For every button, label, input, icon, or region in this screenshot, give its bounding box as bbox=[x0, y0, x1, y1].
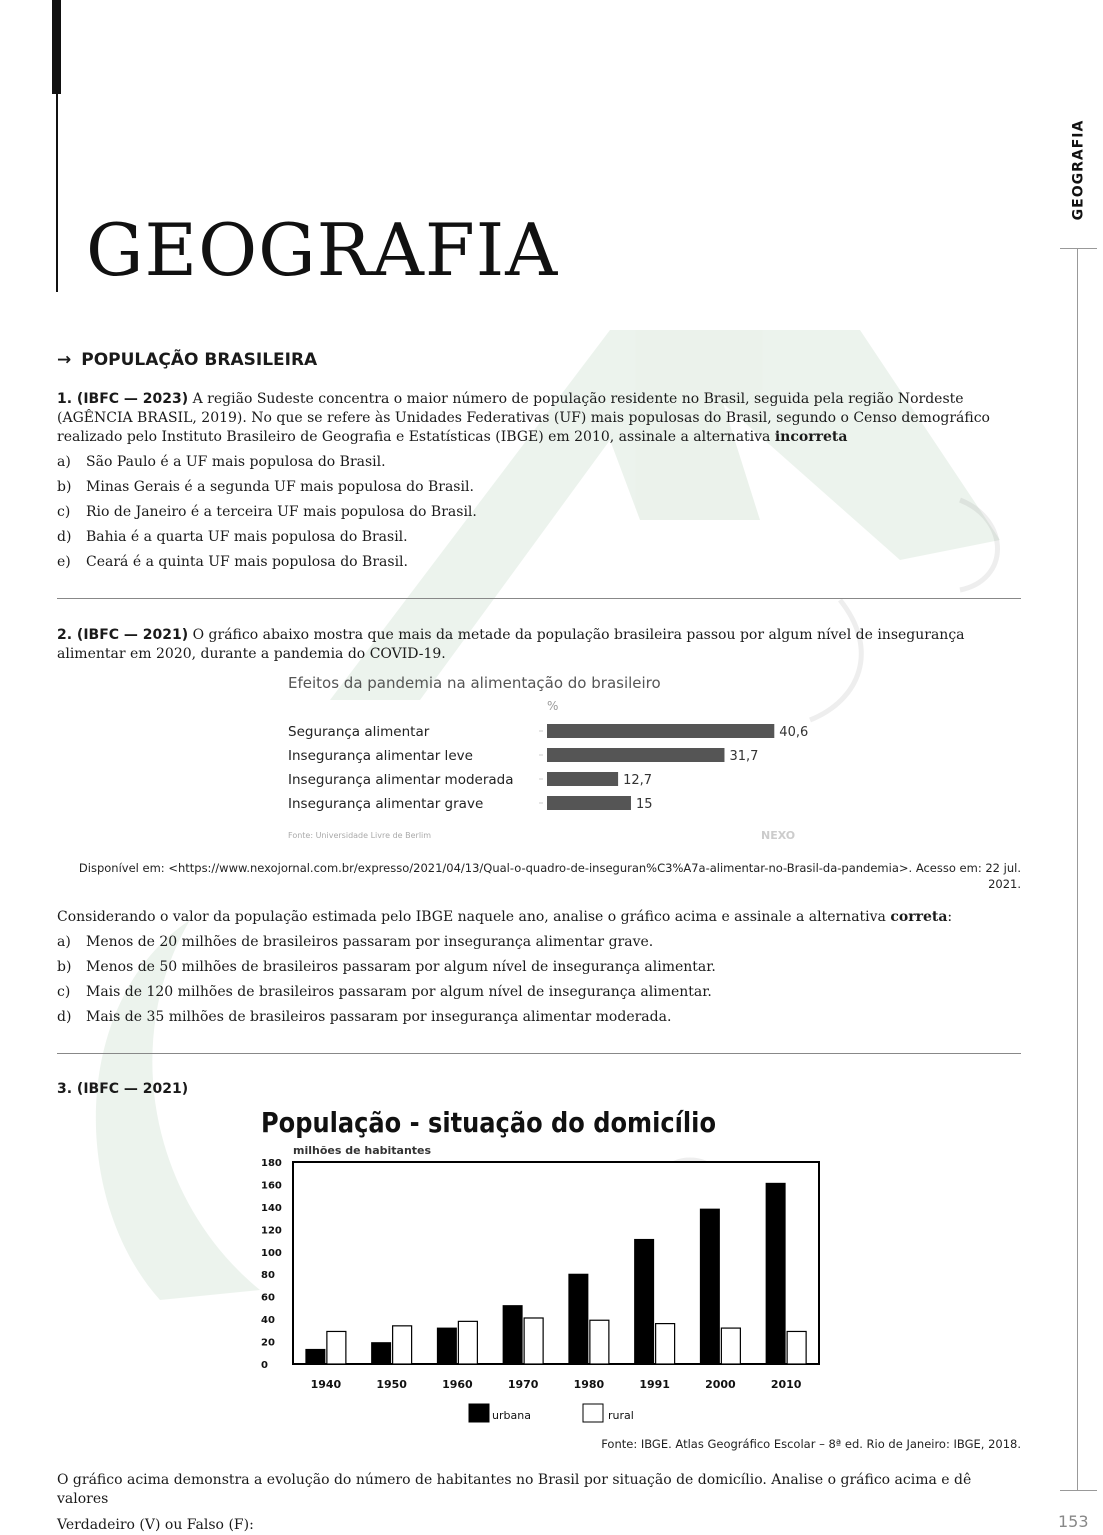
question-3-body bbox=[57, 1471, 1021, 1535]
value-label: 40,6 bbox=[779, 725, 809, 740]
option-item[interactable] bbox=[57, 933, 1021, 952]
y-tick-label: 160 bbox=[261, 1180, 282, 1192]
section-heading bbox=[57, 350, 317, 370]
legend-label-rural: rural bbox=[608, 1409, 634, 1422]
question-2-options bbox=[57, 933, 1021, 1027]
bar-rural bbox=[327, 1331, 346, 1364]
y-tick-label: 0 bbox=[261, 1360, 268, 1371]
question-2-text: O gráfico abaixo mostra que mais da metade da população brasileira passou por algum nível de insegurança alimentar em 2020, durante a pandemia do COVID-19. bbox=[57, 627, 965, 662]
option-text: Bahia é a quarta UF mais populosa do Brasil. bbox=[86, 529, 408, 545]
option-letter: c) bbox=[57, 504, 71, 520]
y-tick-label: 80 bbox=[261, 1270, 275, 1282]
bar-rural bbox=[656, 1324, 675, 1364]
question-2-source: Disponível em: <https://www.nexojornal.com.br/expresso/2021/04/13/Qual-o-quadro-de-inseguran%C3%A7a-alimentar-no-Brasil-da-pandemia>. Acesso em: 22 jul. 2021. bbox=[78, 861, 1021, 891]
legend-swatch-urbana bbox=[469, 1404, 489, 1422]
question-3-text-2: Verdadeiro (V) ou Falso (F): bbox=[57, 1517, 254, 1533]
side-section-label: GEOGRAFIA bbox=[1070, 119, 1087, 221]
legend-swatch-rural bbox=[583, 1404, 603, 1422]
option-item[interactable] bbox=[57, 958, 1021, 977]
question-1-text: A região Sudeste concentra o maior número de população residente no Brasil, seguida pela região Nordeste (AGÊNCIA BRASIL, 2019). No que se refere às Unidades Federativas (UF) mais populosas do Brasil, segundo o Censo demográfico realizado pelo Instituto Brasileiro de Geografia e Estatísticas (IBGE) em 2010, assinale a alternativa bbox=[57, 391, 990, 445]
option-text: Minas Gerais é a segunda UF mais populosa do Brasil. bbox=[86, 479, 474, 495]
bar-urbana bbox=[306, 1349, 325, 1364]
question-2-body bbox=[57, 908, 1021, 1033]
question-2-punct: : bbox=[947, 909, 953, 925]
page-number: 153 bbox=[1058, 1512, 1089, 1531]
option-text: Menos de 50 milhões de brasileiros passaram por algum nível de insegurança alimentar. bbox=[86, 959, 716, 975]
bar-urbana bbox=[372, 1343, 391, 1364]
option-item[interactable] bbox=[57, 1008, 1021, 1027]
category-label: Insegurança alimentar moderada bbox=[288, 772, 514, 788]
section-title: POPULAÇÃO BRASILEIRA bbox=[81, 350, 318, 370]
y-tick-label: 180 bbox=[261, 1158, 282, 1169]
question-2-emphasis: correta bbox=[890, 909, 948, 925]
bar-rural bbox=[590, 1320, 609, 1364]
bar-urbana bbox=[503, 1306, 522, 1364]
question-1 bbox=[57, 390, 1021, 578]
option-text: Mais de 35 milhões de brasileiros passaram por insegurança alimentar moderada. bbox=[86, 1009, 672, 1025]
option-item[interactable] bbox=[57, 453, 1021, 472]
option-letter: d) bbox=[57, 1009, 72, 1025]
question-2-number: 2. (IBFC — 2021) bbox=[57, 627, 189, 643]
y-tick-label: 40 bbox=[261, 1315, 275, 1327]
option-item[interactable] bbox=[57, 528, 1021, 547]
option-letter: c) bbox=[57, 984, 71, 1000]
bar bbox=[547, 724, 774, 738]
option-letter: d) bbox=[57, 529, 72, 545]
x-tick-label: 1991 bbox=[639, 1378, 670, 1391]
food-security-bar-chart bbox=[285, 668, 845, 848]
option-text: Rio de Janeiro é a terceira UF mais populosa do Brasil. bbox=[86, 504, 477, 520]
x-tick-label: 1970 bbox=[507, 1378, 539, 1391]
option-item[interactable] bbox=[57, 478, 1021, 497]
x-tick-label: 1950 bbox=[376, 1378, 407, 1391]
top-accent-line bbox=[56, 94, 58, 292]
question-1-options bbox=[57, 453, 1021, 572]
bar-urbana bbox=[766, 1183, 785, 1364]
page-title: GEOGRAFIA bbox=[86, 208, 559, 292]
bar-rural bbox=[393, 1326, 412, 1364]
option-text: São Paulo é a UF mais populosa do Brasil. bbox=[86, 454, 386, 470]
option-letter: a) bbox=[57, 934, 71, 950]
bar-urbana bbox=[635, 1239, 654, 1364]
option-text: Ceará é a quinta UF mais populosa do Brasil. bbox=[86, 554, 408, 570]
option-item[interactable] bbox=[57, 553, 1021, 572]
chart-title: População - situação do domicílio bbox=[261, 1106, 716, 1139]
x-tick-label: 2000 bbox=[705, 1378, 736, 1391]
x-tick-label: 2010 bbox=[770, 1378, 802, 1391]
bar bbox=[547, 796, 631, 810]
bar-rural bbox=[787, 1331, 806, 1364]
x-tick-label: 1940 bbox=[310, 1378, 342, 1391]
category-label: Segurança alimentar bbox=[288, 724, 430, 740]
side-rule-bottom bbox=[1060, 1490, 1097, 1491]
value-label: 12,7 bbox=[623, 773, 653, 788]
chart-brand: NEXO bbox=[761, 829, 796, 842]
top-accent-bar bbox=[52, 0, 61, 94]
bar-urbana bbox=[700, 1209, 719, 1364]
question-1-statement bbox=[57, 390, 1021, 447]
chart-ylabel: milhões de habitantes bbox=[293, 1144, 432, 1157]
question-3-text: O gráfico acima demonstra a evolução do número de habitantes no Brasil por situação de domicílio. Analise o gráfico acima e dê valores bbox=[57, 1472, 972, 1507]
side-rule bbox=[1077, 248, 1078, 1490]
bar-urbana bbox=[437, 1328, 456, 1364]
x-tick-label: 1980 bbox=[573, 1378, 605, 1391]
option-letter: e) bbox=[57, 554, 71, 570]
bar-urbana bbox=[569, 1274, 588, 1364]
question-2-prompt-line bbox=[57, 908, 1021, 927]
bar bbox=[547, 748, 724, 762]
question-3-source: Fonte: IBGE. Atlas Geográfico Escolar – 8ª ed. Rio de Janeiro: IBGE, 2018. bbox=[601, 1437, 1021, 1451]
legend-label-urbana: urbana bbox=[492, 1409, 531, 1422]
option-item[interactable] bbox=[57, 503, 1021, 522]
question-1-emphasis: incorreta bbox=[774, 429, 848, 445]
question-3-header bbox=[57, 1080, 1021, 1099]
chart-source: Fonte: Universidade Livre de Berlim bbox=[288, 831, 432, 840]
divider bbox=[57, 1053, 1021, 1054]
chart-unit-label: % bbox=[547, 699, 559, 713]
arrow-right-icon: → bbox=[57, 350, 72, 370]
question-2-statement bbox=[57, 626, 1021, 664]
chart-title: Efeitos da pandemia na alimentação do brasileiro bbox=[288, 674, 661, 692]
option-letter: b) bbox=[57, 959, 72, 975]
bar-rural bbox=[721, 1328, 740, 1364]
y-tick-label: 60 bbox=[261, 1292, 275, 1304]
category-label: Insegurança alimentar leve bbox=[288, 748, 473, 764]
question-2-prompt: Considerando o valor da população estimada pelo IBGE naquele ano, analise o gráfico acima e assinale a alternativa bbox=[57, 909, 886, 925]
bar-rural bbox=[458, 1321, 477, 1364]
bar-rural bbox=[524, 1318, 543, 1364]
category-label: Insegurança alimentar grave bbox=[288, 796, 484, 812]
question-1-number: 1. (IBFC — 2023) bbox=[57, 391, 189, 407]
option-letter: b) bbox=[57, 479, 72, 495]
side-rule-top bbox=[1060, 248, 1097, 249]
value-label: 15 bbox=[635, 797, 653, 812]
divider bbox=[57, 598, 1021, 599]
value-label: 31,7 bbox=[729, 749, 759, 764]
option-text: Menos de 20 milhões de brasileiros passaram por insegurança alimentar grave. bbox=[86, 934, 654, 950]
question-3-number: 3. (IBFC — 2021) bbox=[57, 1081, 189, 1097]
x-tick-label: 1960 bbox=[442, 1378, 473, 1391]
population-domicile-bar-chart bbox=[255, 1098, 840, 1428]
y-tick-label: 120 bbox=[261, 1225, 282, 1237]
bar bbox=[547, 772, 618, 786]
y-tick-label: 100 bbox=[261, 1247, 282, 1259]
option-text: Mais de 120 milhões de brasileiros passaram por algum nível de insegurança alimentar. bbox=[86, 984, 712, 1000]
option-item[interactable] bbox=[57, 983, 1021, 1002]
y-tick-label: 20 bbox=[261, 1337, 275, 1349]
option-letter: a) bbox=[57, 454, 71, 470]
y-tick-label: 140 bbox=[261, 1202, 282, 1214]
